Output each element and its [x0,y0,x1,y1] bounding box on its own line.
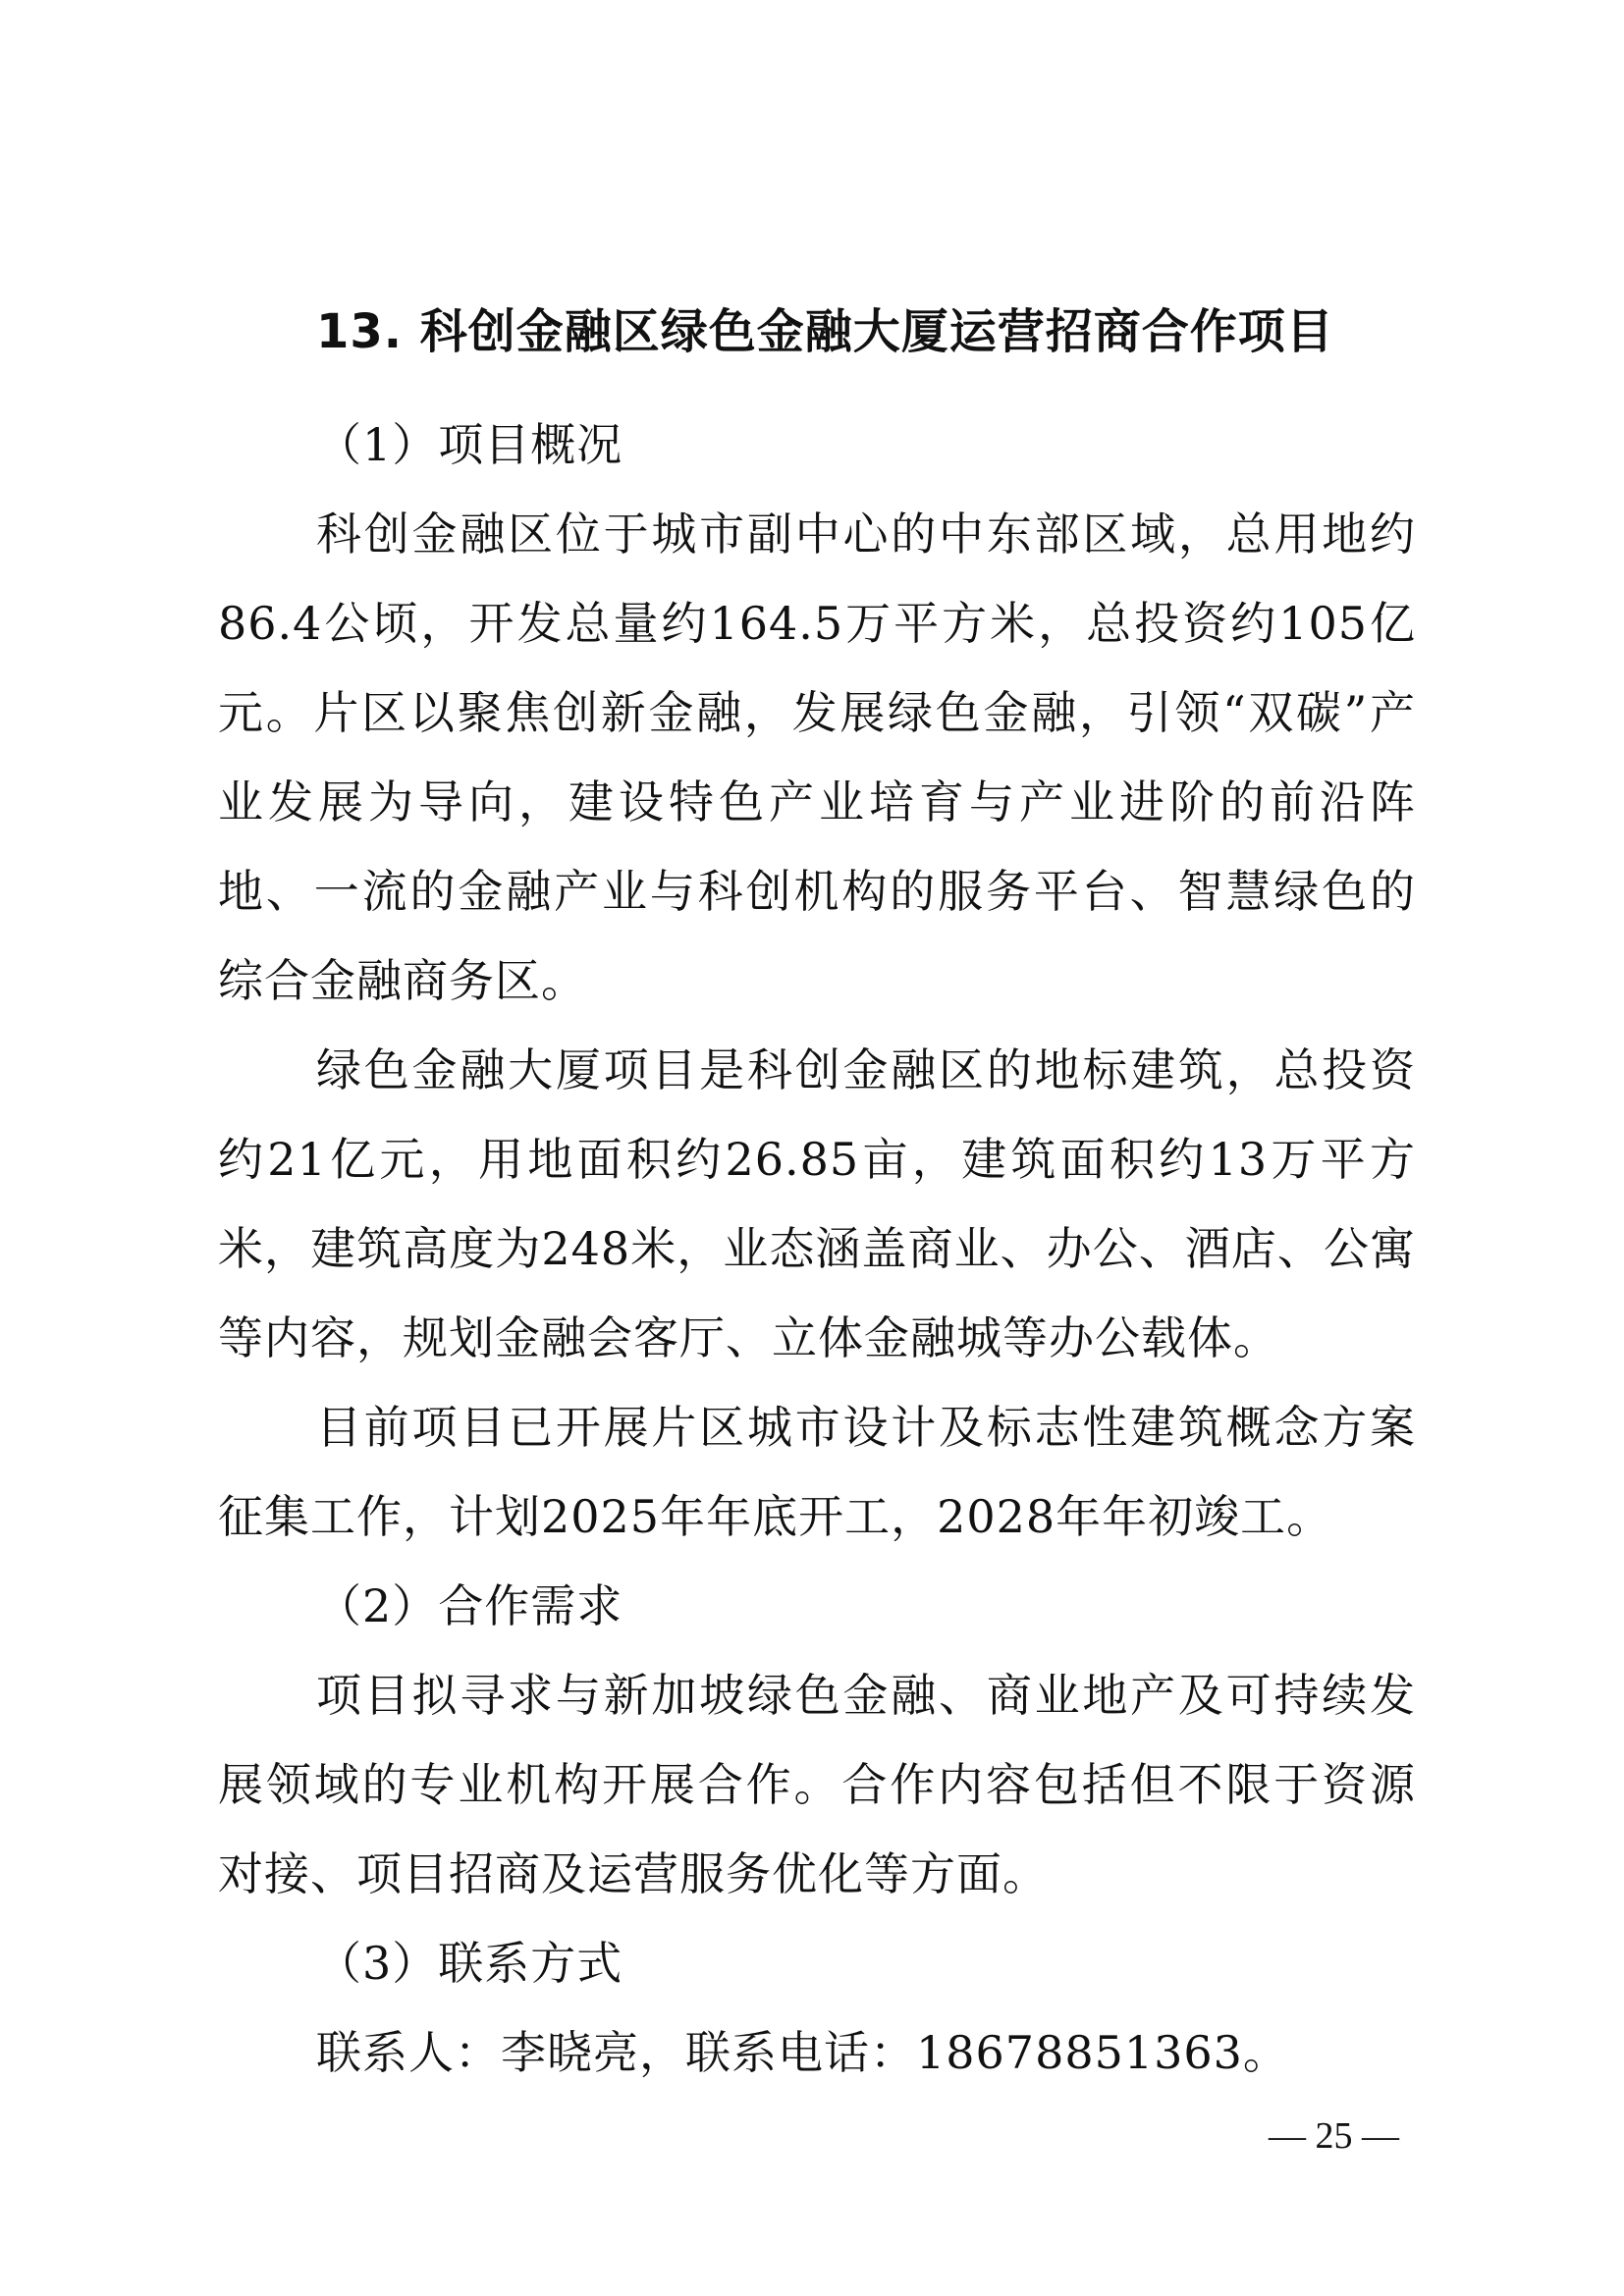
paragraph-contact-info: 联系人：李晓亮，联系电话：18678851363。 [316,2026,1289,2079]
section-heading-overview: （1）项目概况 [316,418,623,471]
paragraph-overview-schedule: 目前项目已开展片区城市设计及标志性建筑概念方案征集工作，计划2025年年底开工，2028年年初竣工。 [218,1401,1416,1543]
paragraph-cooperation-needs: 项目拟寻求与新加坡绿色金融、商业地产及可持续发展领域的专业机构开展合作。合作内容包括但不限于资源对接、项目招商及运营服务优化等方面。 [218,1669,1416,1900]
document-body [218,400,1416,2098]
document-title: 13. 科创金融区绿色金融大厦运营招商合作项目 [316,304,1334,359]
section-heading-cooperation: （2）合作需求 [316,1579,623,1632]
paragraph-overview-district: 科创金融区位于城市副中心的中东部区域，总用地约86.4公顷，开发总量约164.5万平方米，总投资约105亿元。片区以聚焦创新金融，发展绿色金融，引领“双碳”产业发展为导向，建设特色产业培育与产业进阶的前沿阵地、一流的金融产业与科创机构的服务平台、智慧绿色的综合金融商务区。 [218,507,1416,1007]
page-number: — 25 — [1269,2115,1399,2157]
paragraph-overview-building: 绿色金融大厦项目是科创金融区的地标建筑，总投资约21亿元，用地面积约26.85亩，建筑面积约13万平方米，建筑高度为248米，业态涵盖商业、办公、酒店、公寓等内容，规划金融会客厅、立体金融城等办公载体。 [218,1043,1416,1364]
section-heading-contact: （3）联系方式 [316,1937,623,1990]
